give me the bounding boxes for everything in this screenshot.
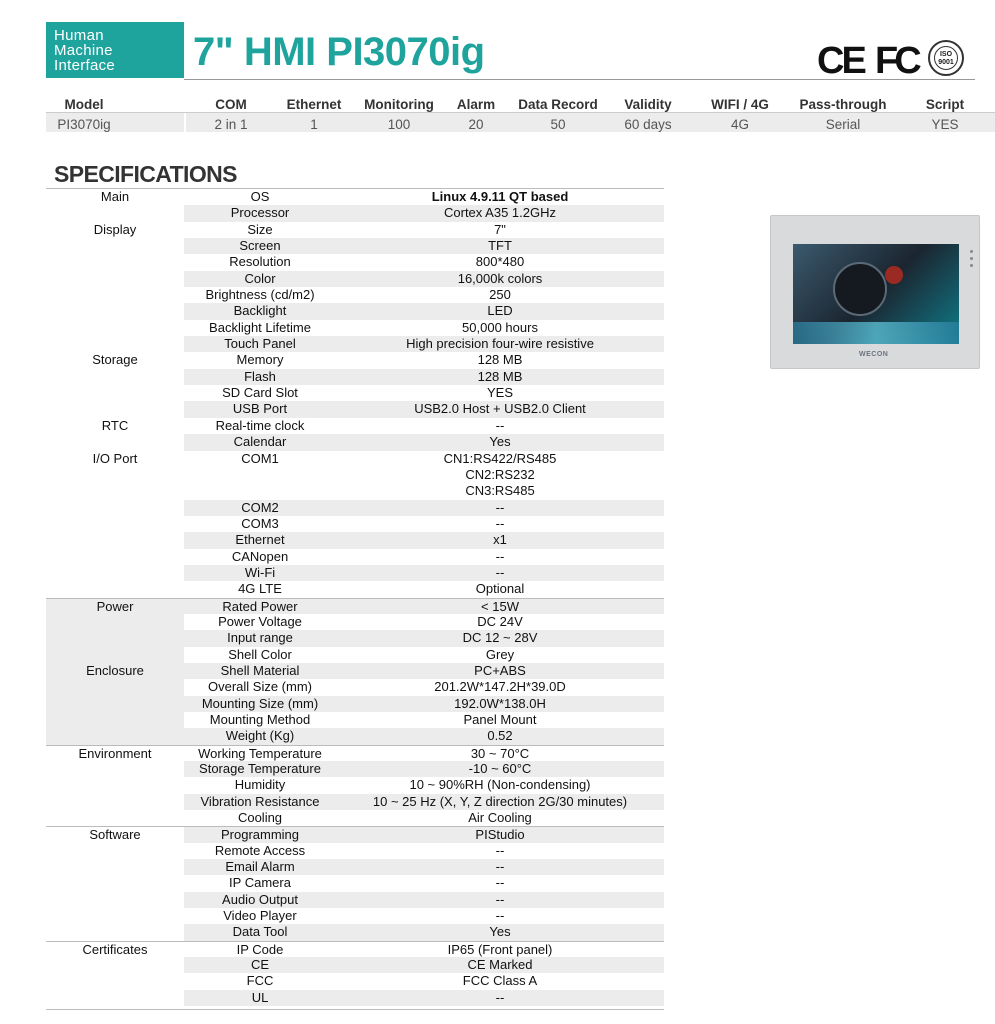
summary-header: Pass-through — [799, 97, 887, 112]
spec-value: 10 ~ 90%RH (Non-condensing) — [409, 777, 591, 793]
spec-row — [46, 369, 664, 385]
spec-category — [46, 712, 184, 728]
spec-item: Real-time clock — [215, 417, 305, 433]
spec-category — [46, 696, 184, 712]
spec-row — [46, 401, 664, 417]
spec-value: -- — [495, 842, 505, 858]
spec-item: COM1 — [241, 450, 279, 466]
spec-row — [46, 238, 664, 254]
summary-header: Alarm — [456, 97, 496, 112]
iso-9001-seal-icon — [928, 40, 964, 76]
summary-value: PI3070ig — [57, 117, 111, 132]
spec-category — [46, 679, 184, 695]
spec-row — [46, 385, 664, 401]
spec-row — [46, 451, 664, 500]
spec-value-line: CN3:RS485 — [465, 482, 535, 498]
spec-value: Cortex A35 1.2GHz — [336, 205, 664, 221]
summary-header: Model — [64, 97, 104, 112]
spec-category: Main — [100, 189, 130, 204]
spec-item: IP Code — [236, 941, 284, 957]
spec-value: -- — [495, 875, 505, 891]
spec-row — [46, 352, 664, 368]
spec-item: Working Temperature — [198, 745, 322, 761]
summary-value: 60 days — [624, 117, 672, 132]
spec-item: Input range — [184, 630, 336, 646]
spec-item: COM3 — [241, 515, 279, 531]
spec-value-line: CN1:RS422/RS485 — [443, 450, 557, 466]
spec-item: Power Voltage — [218, 613, 302, 629]
spec-row — [46, 516, 664, 532]
spec-item: Cooling — [237, 810, 283, 826]
summary-header: COM — [215, 97, 247, 112]
spec-category: RTC — [101, 417, 129, 433]
spec-item: FCC — [246, 973, 274, 989]
spec-value: -10 ~ 60°C — [336, 761, 664, 777]
spec-value: LED — [336, 303, 664, 319]
spec-row — [46, 843, 664, 859]
spec-item: Mounting Method — [209, 711, 311, 727]
spec-row — [46, 205, 664, 221]
spec-value: Panel Mount — [463, 711, 537, 727]
spec-row — [46, 941, 664, 957]
spec-item: Vibration Resistance — [184, 794, 336, 810]
spec-row — [46, 663, 664, 679]
spec-row — [46, 990, 664, 1006]
spec-category — [46, 647, 184, 663]
spec-item: Wi-Fi — [184, 565, 336, 581]
iso-seal-number: 9001 — [938, 59, 954, 66]
spec-value: 800*480 — [475, 254, 525, 270]
spec-item: Memory — [236, 352, 284, 368]
summary-value: YES — [931, 117, 959, 132]
hmi-product-photo — [770, 215, 980, 369]
spec-item: UL — [184, 990, 336, 1006]
summary-header: WIFI / 4G — [711, 97, 769, 112]
spec-value: 30 ~ 70°C — [470, 745, 530, 761]
spec-row — [46, 875, 664, 891]
summary-header: Validity — [624, 97, 672, 112]
spec-value: -- — [495, 515, 505, 531]
brand-box — [46, 22, 184, 78]
spec-row — [46, 598, 664, 614]
spec-row — [46, 532, 664, 548]
spec-row — [46, 336, 664, 352]
spec-value: Grey — [485, 646, 515, 662]
spec-row — [46, 712, 664, 728]
spec-row — [46, 614, 664, 630]
spec-item: Flash — [184, 369, 336, 385]
spec-item: Size — [247, 221, 273, 237]
spec-row — [46, 892, 664, 908]
spec-value: Yes — [336, 924, 664, 940]
summary-value: 4G — [730, 117, 749, 132]
spec-value: -- — [336, 990, 664, 1006]
spec-value: 7" — [494, 221, 506, 237]
spec-row — [46, 777, 664, 793]
summary-col-7 — [680, 96, 800, 136]
spec-value: 250 — [489, 287, 511, 303]
spec-item: Storage Temperature — [184, 761, 336, 777]
summary-col-0 — [24, 96, 144, 136]
spec-row — [46, 565, 664, 581]
specifications-heading: SPECIFICATIONS — [54, 161, 237, 187]
spec-row — [46, 696, 664, 712]
spec-item: Backlight — [184, 303, 336, 319]
summary-value: 2 in 1 — [214, 117, 248, 132]
hmi-screen — [793, 244, 959, 344]
spec-item: Remote Access — [214, 842, 306, 858]
spec-item: Mounting Size (mm) — [184, 696, 336, 712]
spec-value: Yes — [336, 434, 664, 450]
spec-category: Certificates — [82, 941, 148, 957]
spec-row — [46, 222, 664, 238]
spec-item: Weight (Kg) — [184, 728, 336, 744]
spec-value: PC+ABS — [336, 663, 664, 679]
spec-value: PIStudio — [336, 827, 664, 842]
spec-value: DC 24V — [477, 613, 523, 629]
spec-item: Resolution — [229, 254, 291, 270]
spec-value: -- — [336, 859, 664, 875]
spec-value: Linux 4.9.11 QT based — [431, 189, 569, 204]
summary-header: Script — [925, 97, 965, 112]
spec-item: Processor — [184, 205, 336, 221]
spec-category: Display — [93, 221, 137, 237]
spec-value: -- — [336, 565, 664, 581]
summary-value: 1 — [310, 117, 318, 132]
spec-value — [336, 451, 664, 500]
summary-table — [46, 96, 995, 136]
spec-item: Shell Material — [184, 663, 336, 679]
spec-row — [46, 810, 664, 826]
spec-item: Color — [184, 271, 336, 287]
spec-row — [46, 271, 664, 287]
summary-value: 100 — [387, 117, 411, 132]
spec-value: -- — [336, 500, 664, 516]
spec-item: Data Tool — [184, 924, 336, 940]
spec-item: Touch Panel — [184, 336, 336, 352]
summary-col-9 — [885, 96, 995, 136]
iso-seal-top: ISO — [939, 51, 953, 58]
spec-category — [46, 728, 184, 744]
summary-header: Ethernet — [286, 97, 342, 112]
spec-row — [46, 908, 664, 924]
spec-item: Humidity — [234, 777, 286, 793]
spec-value: High precision four-wire resistive — [336, 336, 664, 352]
spec-item: Screen — [184, 238, 336, 254]
spec-item: 4G LTE — [238, 581, 282, 597]
spec-category: I/O Port — [92, 450, 138, 466]
summary-value: 20 — [468, 117, 484, 132]
spec-row — [46, 924, 664, 940]
spec-row — [46, 189, 664, 205]
spec-row — [46, 745, 664, 761]
fcc-mark-icon: FC — [875, 40, 918, 82]
spec-row — [46, 957, 664, 973]
ce-mark-icon: CE — [817, 40, 864, 82]
spec-row — [46, 761, 664, 777]
spec-value: 128 MB — [477, 352, 523, 368]
spec-row — [46, 434, 664, 450]
page-title: 7" HMI PI3070ig — [193, 30, 485, 74]
spec-item: USB Port — [184, 401, 336, 417]
spec-value: TFT — [336, 238, 664, 254]
spec-item: SD Card Slot — [222, 385, 298, 401]
spec-bottom-rule — [46, 1009, 664, 1010]
spec-item: Overall Size (mm) — [207, 679, 312, 695]
spec-row — [46, 303, 664, 319]
spec-value: 10 ~ 25 Hz (X, Y, Z direction 2G/30 minutes) — [336, 794, 664, 810]
spec-row — [46, 630, 664, 646]
spec-value: USB2.0 Host + USB2.0 Client — [336, 401, 664, 417]
spec-item: Backlight Lifetime — [209, 319, 311, 335]
brand-line-1: Human — [54, 27, 104, 44]
spec-value: IP65 (Front panel) — [447, 941, 553, 957]
spec-category: Software — [89, 827, 141, 843]
spec-item: IP Camera — [229, 875, 291, 891]
spec-value: 0.52 — [336, 728, 664, 744]
spec-item: OS — [250, 189, 270, 204]
spec-item: Rated Power — [184, 599, 336, 614]
spec-value: -- — [495, 548, 505, 564]
spec-item: COM2 — [184, 500, 336, 516]
spec-value: 128 MB — [336, 369, 664, 385]
spec-item: Email Alarm — [184, 859, 336, 875]
spec-value: CE Marked — [336, 957, 664, 973]
spec-item: Brightness (cd/m2) — [205, 287, 315, 303]
spec-row — [46, 728, 664, 744]
spec-value: 50,000 hours — [462, 319, 538, 335]
spec-row — [46, 581, 664, 597]
spec-item: Audio Output — [184, 892, 336, 908]
spec-row — [46, 320, 664, 336]
summary-value: 50 — [550, 117, 566, 132]
iso-seal-inner — [934, 46, 958, 70]
spec-value: 192.0W*138.0H — [336, 696, 664, 712]
spec-value: Air Cooling — [468, 810, 532, 826]
spec-category: Power — [46, 599, 184, 614]
brand-line-3: Interface — [54, 57, 116, 74]
spec-value-line: CN2:RS232 — [465, 466, 535, 482]
spec-category — [46, 614, 184, 630]
specifications-table — [46, 189, 664, 1006]
spec-item: CANopen — [231, 548, 289, 564]
spec-category: Environment — [78, 745, 152, 761]
spec-row — [46, 549, 664, 565]
spec-row — [46, 254, 664, 270]
spec-row — [46, 859, 664, 875]
spec-value: -- — [336, 892, 664, 908]
spec-value: YES — [486, 385, 513, 401]
spec-value: FCC Class A — [462, 973, 538, 989]
spec-row — [46, 418, 664, 434]
brand-line-2: Machine — [54, 42, 113, 59]
hmi-indicator-dots — [970, 250, 973, 271]
spec-row — [46, 647, 664, 663]
spec-item: Programming — [184, 827, 336, 842]
spec-row — [46, 500, 664, 516]
spec-value: 16,000k colors — [336, 271, 664, 287]
spec-category: Enclosure — [46, 663, 184, 679]
spec-item: CE — [184, 957, 336, 973]
hmi-bezel-logo: WECON — [859, 351, 889, 358]
spec-item: Calendar — [184, 434, 336, 450]
spec-row — [46, 973, 664, 989]
spec-item: Ethernet — [184, 532, 336, 548]
summary-header: Data Record — [518, 97, 598, 112]
summary-header: Monitoring — [364, 97, 434, 112]
spec-value: -- — [495, 417, 505, 433]
summary-value: Serial — [825, 117, 861, 132]
spec-row — [46, 794, 664, 810]
spec-value: < 15W — [336, 599, 664, 614]
spec-row — [46, 679, 664, 695]
spec-value: 201.2W*147.2H*39.0D — [434, 679, 566, 695]
spec-value: -- — [495, 908, 505, 924]
spec-value: Optional — [475, 581, 525, 597]
spec-item: Video Player — [223, 908, 297, 924]
spec-item: Shell Color — [228, 646, 292, 662]
spec-category: Storage — [92, 352, 138, 368]
spec-row — [46, 287, 664, 303]
spec-category — [46, 630, 184, 646]
spec-value: DC 12 ~ 28V — [336, 630, 664, 646]
spec-row — [46, 826, 664, 842]
spec-value: x1 — [336, 532, 664, 548]
